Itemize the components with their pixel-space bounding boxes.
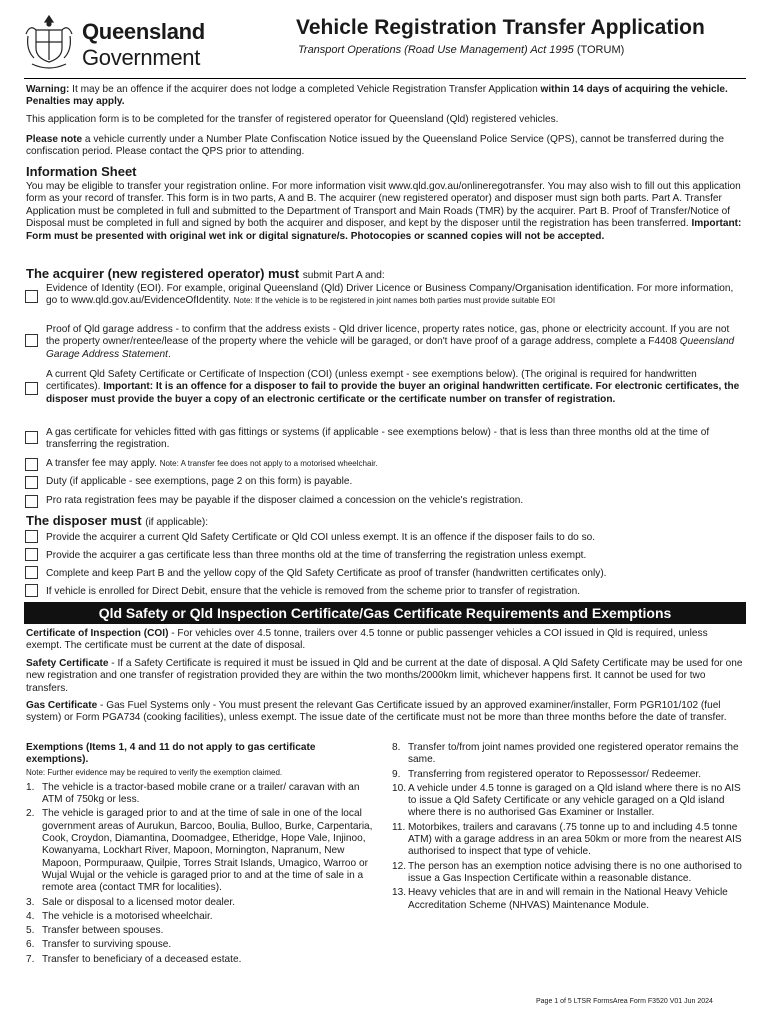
info-sheet-important: Important: Form must be presented with original wet ink or digital signature/s. Photocopies or scanned copies will not be accepted. bbox=[26, 218, 742, 242]
exemptions-note: Note: Further evidence may be required to verify the exemption claimed. bbox=[26, 767, 283, 777]
acquirer-checkbox-duty[interactable] bbox=[25, 476, 38, 489]
subtitle-abbr: (TORUM) bbox=[576, 44, 625, 56]
gas-certificate-paragraph bbox=[26, 700, 746, 725]
exemption-item bbox=[26, 925, 380, 937]
note-paragraph bbox=[26, 134, 746, 159]
disposer-checkbox-safety-certificate[interactable] bbox=[25, 530, 38, 543]
exemptions-list-right bbox=[392, 742, 746, 912]
exemption-item bbox=[26, 911, 380, 923]
page-subtitle bbox=[298, 44, 624, 56]
exemption-number: 13. bbox=[392, 887, 407, 899]
exemptions-right-column bbox=[392, 742, 746, 914]
acquirer-heading bbox=[26, 266, 385, 281]
exemption-item bbox=[392, 769, 746, 781]
acquirer-item-note: Note: A transfer fee does not apply to a motorised wheelchair. bbox=[159, 459, 378, 468]
exemption-number: 9. bbox=[392, 768, 401, 780]
disposer-item: Provide the acquirer a gas certificate less than three months old at the time of transferring the registration unless exempt. bbox=[46, 550, 587, 561]
coat-of-arms-icon bbox=[22, 12, 76, 74]
exemptions-left-column bbox=[26, 742, 380, 968]
acquirer-item-text: A current Qld Safety Certificate or Certificate of Inspection (COI) (unless exempt - see exemptions below). (The original is required for handwritten certificates). bbox=[46, 369, 697, 393]
acquirer-checkbox-garage-address[interactable] bbox=[25, 334, 38, 347]
exemption-item bbox=[392, 783, 746, 820]
exemption-item bbox=[392, 742, 746, 767]
warning-bold: within 14 days of acquiring the vehicle. Penalties may apply. bbox=[26, 84, 728, 108]
gas-text: - Gas Fuel Systems only - You must present the relevant Gas Certificate issued by an approved examiner/installer, Form PGR101/102 (fuel system) or Form PGA734 (cooking facilities), unless exempt. The issue date of the certificate must not be more than three months before the date of transfer. bbox=[26, 700, 727, 724]
exemption-number: 3. bbox=[26, 896, 35, 908]
exemption-number: 1. bbox=[26, 781, 35, 793]
disposer-heading bbox=[26, 513, 208, 528]
exemption-text: Transfer between spouses. bbox=[42, 925, 164, 937]
exemption-item bbox=[392, 861, 746, 886]
requirements-banner: Qld Safety or Qld Inspection Certificate/Gas Certificate Requirements and Exemptions bbox=[24, 602, 746, 624]
warning-paragraph bbox=[26, 84, 746, 109]
exemption-number: 6. bbox=[26, 939, 35, 951]
exemption-text: The vehicle is a motorised wheelchair. bbox=[42, 910, 213, 922]
exemption-text: Motorbikes, trailers and caravans (.75 tonne up to and including 4.5 tonne ATM) with a garage address in an area 50km or more from the nearest AIS authorised to inspect that type of vehicle. bbox=[408, 821, 742, 858]
acquirer-item-italic: Queensland Garage Address Statement bbox=[46, 336, 735, 360]
exemption-text: Transferring from registered operator to Repossessor/ Redeemer. bbox=[408, 768, 702, 780]
header-divider bbox=[24, 78, 746, 79]
warning-text: It may be an offence if the acquirer does not lodge a completed Vehicle Registration Transfer Application bbox=[69, 84, 541, 95]
gas-label: Gas Certificate bbox=[26, 700, 98, 711]
info-sheet-paragraph bbox=[26, 181, 746, 243]
safety-certificate-paragraph bbox=[26, 658, 746, 695]
acquirer-heading-suffix: submit Part A and: bbox=[302, 270, 385, 281]
exemption-item bbox=[26, 954, 380, 966]
exemption-text: Heavy vehicles that are in and will remain in the National Heavy Vehicle Accreditation Scheme (NHVAS) Maintenance Module. bbox=[408, 887, 728, 911]
exemption-number: 5. bbox=[26, 925, 35, 937]
exemption-item bbox=[392, 822, 746, 859]
page-footer: Page 1 of 5 LTSR FormsArea Form F3520 V01 Jun 2024 bbox=[536, 998, 713, 1005]
exemption-item bbox=[392, 887, 746, 912]
disposer-checkbox-direct-debit[interactable] bbox=[25, 584, 38, 597]
acquirer-item-duty: Duty (if applicable - see exemptions, page 2 on this form) is payable. bbox=[46, 476, 353, 487]
info-sheet-text: You may be eligible to transfer your registration online. For more information visit www.qld.gov.au/onlineregotransfer. You may also wish to fill out this application form as your record of transfer. This form is in two parts, A and B. The acquirer (new registered operator) and disposer must sign both parts. Part A. Transfer Application must be completed in full and submitted to the Department of Transport and Main Roads (TMR) by the acquirer. Part B. Proof of Transfer/Notice of Disposal must be completed in full and signed by both the acquirer and disposer, and kept by the disposer until the registration has been transferred. bbox=[26, 181, 741, 230]
exemption-item bbox=[26, 808, 380, 894]
exemption-number: 11. bbox=[392, 821, 406, 833]
acquirer-checkbox-pro-rata[interactable] bbox=[25, 495, 38, 508]
acquirer-heading-bold: The acquirer (new registered operator) must bbox=[26, 266, 300, 281]
exemption-text: The vehicle is a tractor-based mobile crane or a trailer/ caravan with an ATM of 750kg or less. bbox=[42, 781, 360, 806]
acquirer-checkbox-gas-certificate[interactable] bbox=[25, 431, 38, 444]
coi-paragraph bbox=[26, 628, 746, 653]
note-label: Please note bbox=[26, 134, 83, 145]
exemption-number: 12. bbox=[392, 860, 407, 872]
acquirer-item-text: A transfer fee may apply. bbox=[46, 458, 160, 469]
acquirer-item-safety-certificate bbox=[46, 369, 746, 406]
exemption-text: Transfer to/from joint names provided one registered operator remains the same. bbox=[408, 742, 739, 766]
acquirer-item-transfer-fee bbox=[46, 458, 746, 470]
acquirer-item-gas-certificate: A gas certificate for vehicles fitted with gas fittings or systems (if applicable - see exemptions below) - that is less than three months old at the time of transferring the registration. bbox=[46, 427, 710, 451]
exemption-item bbox=[26, 897, 380, 909]
exemption-text: Transfer to surviving spouse. bbox=[42, 939, 172, 951]
acquirer-checkbox-eoi[interactable] bbox=[25, 290, 38, 303]
disposer-heading-suffix: (if applicable): bbox=[145, 517, 209, 528]
brand-line-government: Government bbox=[82, 45, 201, 70]
purpose-paragraph: This application form is to be completed for the transfer of registered operator for Queensland (Qld) registered vehicles. bbox=[26, 114, 559, 125]
queensland-government-logo bbox=[22, 12, 205, 74]
exemption-number: 7. bbox=[26, 953, 35, 965]
disposer-checkbox-part-b[interactable] bbox=[25, 566, 38, 579]
coi-text: - For vehicles over 4.5 tonne, trailers over 4.5 tonne or public passenger vehicles a COI issued in Qld is required, unless exempt. The certificate must be current at the date of disposal. bbox=[26, 628, 708, 652]
exemptions-list-left bbox=[26, 782, 380, 966]
disposer-heading-bold: The disposer must bbox=[26, 513, 142, 528]
exemption-number: 8. bbox=[392, 742, 401, 753]
acquirer-item-eoi bbox=[46, 283, 746, 308]
acquirer-item-pro-rata: Pro rata registration fees may be payable if the disposer claimed a concession on the vehicle's registration. bbox=[46, 495, 524, 506]
exemption-text: The vehicle is garaged prior to and at the time of sale in one of the local government areas of Aurukun, Barcoo, Boulia, Bulloo, Burke, Carpentaria, Cook, Croydon, Diamantina, Doomadgee, Etheridge, Hope Vale, Injinoo, Kowanyama, Lockhart River, Mapoon, Mornington, Napranum, New Mapoon, Pormpuraaw, Quilpie, Torres Strait Islands, Umagico, Warroo or Wujal Wujal or the vehicle is garaged prior to and at the time of sale in a remote area (contact TMR for localities). bbox=[42, 808, 373, 894]
acquirer-item-bold: Important: It is an offence for a disposer to fail to provide the buyer an original handwritten certificate. For electronic certificates, the disposer must provide the buyer a copy of an electronic certificate or the certificate number on transfer of registration. bbox=[46, 381, 740, 405]
acquirer-item-tail: . bbox=[167, 348, 171, 360]
disposer-checkbox-gas-certificate[interactable] bbox=[25, 548, 38, 561]
acquirer-item-text: Proof of Qld garage address - to confirm that the address exists - Qld driver licence, property rates notice, gas, phone or electricity account. If you are not the property owner/rentee/lease of the property where the vehicle will be garaged, or don't have proof of a garage address, complete a F4408 bbox=[46, 324, 730, 348]
exemption-text: The person has an exemption notice advising there is no one authorised to issue a Gas Inspection Certificate within a reasonable distance. bbox=[408, 860, 742, 884]
exemption-text: A vehicle under 4.5 tonne is garaged on a Qld island where there is no AIS to issue a Qld Safety Certificate or any vehicle garaged on a Qld island where there is no authorised Gas Examiner or Installer. bbox=[408, 782, 741, 819]
exemption-text: Sale or disposal to a licensed motor dealer. bbox=[42, 896, 236, 908]
acquirer-item-note: Note: If the vehicle is to be registered in joint names both parties must provide suitable EOI bbox=[233, 296, 556, 306]
disposer-item: If vehicle is enrolled for Direct Debit, ensure that the vehicle is removed from the scheme prior to transfer of registration. bbox=[46, 586, 581, 597]
safety-text: - If a Safety Certificate is required it must be issued in Qld and be current at the date of disposal. A Qld Safety Certificate may be used for one new registration and one transfer of registration provided they are within the two months/2000km limit, whichever happens first. It cannot be used for two transfers. bbox=[26, 658, 743, 694]
note-text: a vehicle currently under a Number Plate Confiscation Notice issued by the Queensland Police Service (QPS), cannot be transferred during the confiscation period. Please contact the QPS prior to attending. bbox=[26, 134, 724, 158]
exemption-number: 2. bbox=[26, 808, 35, 820]
acquirer-checkbox-safety-certificate[interactable] bbox=[25, 382, 38, 395]
coi-label: Certificate of Inspection (COI) bbox=[26, 628, 169, 639]
exemption-text: Transfer to beneficiary of a deceased estate. bbox=[42, 953, 242, 965]
disposer-item: Complete and keep Part B and the yellow copy of the Qld Safety Certificate as proof of transfer (handwritten certificates only). bbox=[46, 568, 607, 579]
disposer-item: Provide the acquirer a current Qld Safety Certificate or Qld COI unless exempt. It is an offence if the disposer fails to do so. bbox=[46, 532, 596, 543]
exemptions-heading: Exemptions (Items 1, 4 and 11 do not apply to gas certificate exemptions). bbox=[26, 742, 316, 766]
acquirer-checkbox-transfer-fee[interactable] bbox=[25, 458, 38, 471]
exemption-number: 4. bbox=[26, 910, 35, 922]
page-title: Vehicle Registration Transfer Application bbox=[296, 16, 705, 39]
exemption-item bbox=[26, 939, 380, 951]
warning-label: Warning: bbox=[26, 84, 70, 95]
exemption-number: 10. bbox=[392, 782, 407, 794]
brand-line-queensland: Queensland bbox=[82, 19, 205, 44]
acquirer-item-garage-address bbox=[46, 324, 746, 361]
info-sheet-heading: Information Sheet bbox=[26, 164, 137, 179]
exemption-item bbox=[26, 782, 380, 807]
safety-label: Safety Certificate bbox=[26, 658, 109, 669]
subtitle-act: Transport Operations (Road Use Management) Act 1995 bbox=[298, 44, 574, 56]
acquirer-item-text: Evidence of Identity (EOI). For example, original Queensland (Qld) Driver Licence or Business Company/Organisation identification. For more information, go to www.qld.gov.au/EvidenceOfIdentity. bbox=[46, 283, 734, 307]
